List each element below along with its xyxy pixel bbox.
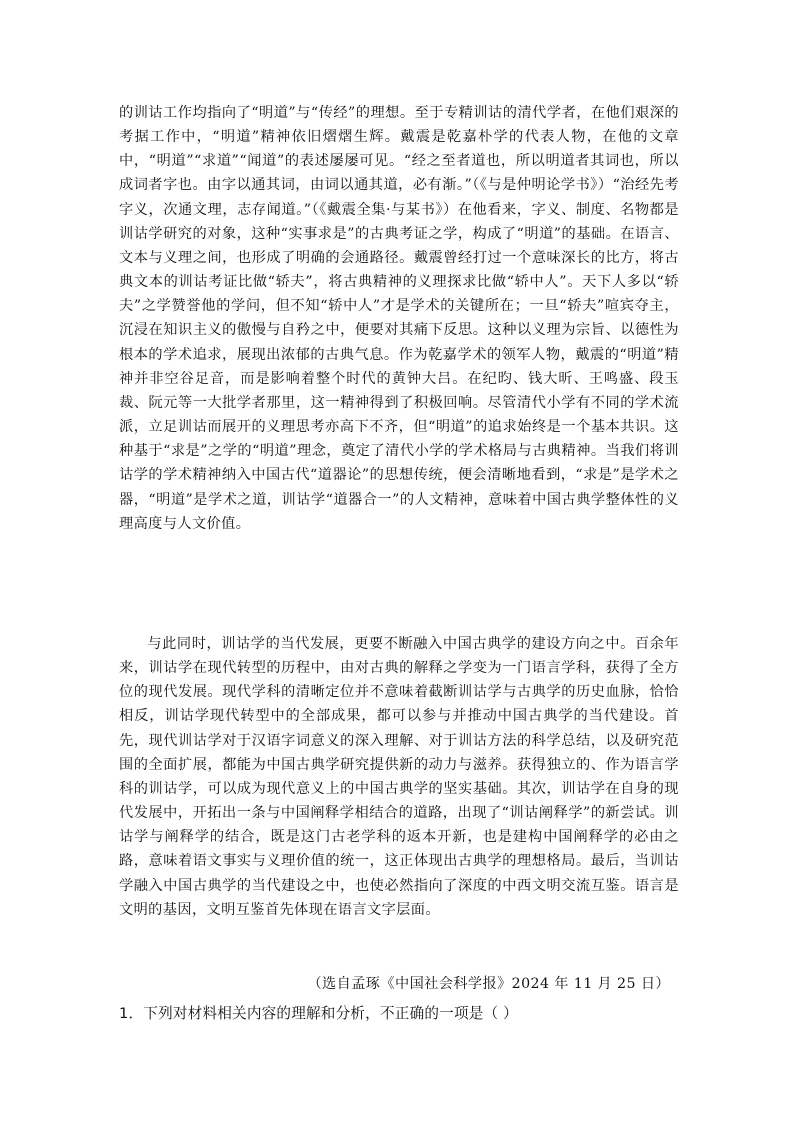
question-1-stem: 1．下列对材料相关内容的理解和分析，不正确的一项是（ ） — [119, 1005, 518, 1022]
article-paragraph-1: 的训诂工作均指向了“明道”与“传经”的理想。至于专精训诂的清代学者，在他们艰深的考据工作中，“明道”精神依旧熠熠生辉。戴震是乾嘉朴学的代表人物，在他的文章中，“明道”“求道”“闻道”的表述屡屡可见。“经之至者道也，所以明道者其词也，所以成词者字也。由字以通其词，由词以通其道，必有渐。”（《与是仲明论学书》）“治经先考字义，次通文理，志存闻道。”（《戴震全集·与某书》）在他看来，字义、制度、名物都是训诂学研究的对象，这种“实事求是”的古典考证之学，构成了“明道”的基础。在语言、文本与义理之间，也形成了明确的会通路径。戴震曾经打过一个意味深长的比方，将古典文本的训诂考证比做“轿夫”，将古典精神的义理探求比做“轿中人”。天下人多以“轿夫”之学赞誉他的学问，但不知“轿中人”才是学术的关键所在；一旦“轿夫”喧宾夺主，沉浸在知识主义的傲慢与自矜之中，便要对其痛下反思。这种以义理为宗旨、以德性为根本的学术追求，展现出浓郁的古典气息。作为乾嘉学术的领军人物，戴震的“明道”精神并非空谷足音，而是影响着整个时代的黄钟大吕。在纪昀、钱大昕、王鸣盛、段玉裁、阮元等一大批学者那里，这一精神得到了积极回响。尽管清代小学有不同的学术流派，立足训诂而展开的义理思考亦高下不齐，但“明道”的追求始终是一个基本共识。这种基于“求是”之学的“明道”理念，奠定了清代小学的学术格局与古典精神。当我们将训诂学的学术精神纳入中国古代“道器论”的思想传统，便会清晰地看到，“求是”是学术之器，“明道”是学术之道，训诂学“道器合一”的人文精神，意味着中国古典学整体性的义理高度与人文价值。 — [119, 105, 679, 532]
article-source-citation: （选自孟琢《中国社会科学报》2024 年 11 月 25 日） — [307, 976, 670, 992]
article-paragraph-2: 与此同时，训诂学的当代发展，更要不断融入中国古典学的建设方向之中。百余年来，训诂学在现代转型的历程中，由对古典的解释之学变为一门语言学科，获得了全方位的现代发展。现代学科的清晰定位并不意味着截断训诂学与古典学的历史血脉，恰恰相反，训诂学现代转型中的全部成果，都可以参与并推动中国古典学的当代建设。首先，现代训诂学对于汉语字词意义的深入理解、对于训诂方法的科学总结，以及研究范围的全面扩展，都能为中国古典学研究提供新的动力与滋养。获得独立的、作为语言学科的训诂学，可以成为现代意义上的中国古典学的坚实基础。其次，训诂学在自身的现代发展中，开拓出一条与中国阐释学相结合的道路，出现了“训诂阐释学”的新尝试。训诂学与阐释学的结合，既是这门古老学科的返本开新，也是建构中国阐释学的必由之路，意味着语文事实与义理价值的统一，这正体现出古典学的理想格局。最后，当训诂学融入中国古典学的当代建设之中，也使必然指向了深度的中西文明交流互鉴。语言是文明的基因，文明互鉴首先体现在语言文字层面。 — [119, 636, 679, 918]
